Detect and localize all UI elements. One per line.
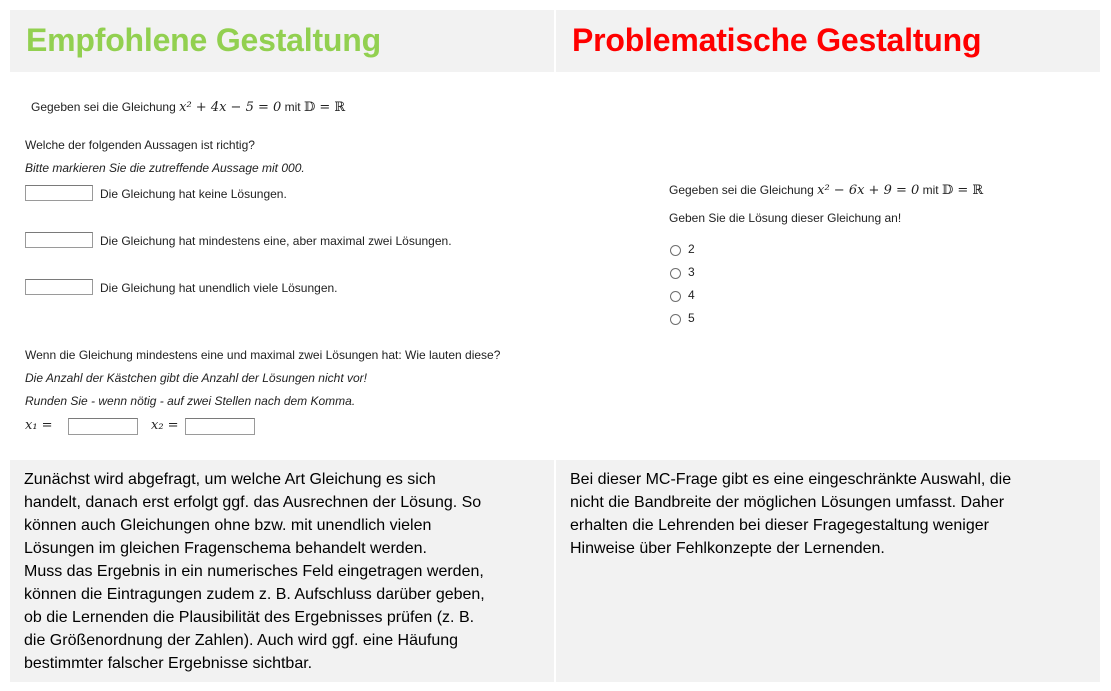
option-input-3[interactable] [25,279,93,295]
left-instruction: Bitte markieren Sie die zutreffende Aussage mit 000. [25,161,305,175]
desc-line: ob die Lernenden die Plausibilität des Ergebnisses prüfen (z. B. [24,609,475,626]
desc-line: nicht die Bandbreite der möglichen Lösungen umfasst. Daher [570,494,1005,511]
recommended-description [10,460,554,682]
option-input-2[interactable] [25,232,93,248]
right-question-line [669,183,983,198]
left-equation: x² + 4x − 5 = 0 [179,100,282,115]
radio-option-3[interactable] [670,291,681,302]
recommended-header: Empfohlene Gestaltung [10,10,554,72]
desc-line: bestimmter falscher Ergebnisse sichtbar. [24,655,313,672]
x2-label: x₂ = [151,418,179,433]
right-prompt: Geben Sie die Lösung dieser Gleichung an! [669,211,902,225]
problematic-example-panel [556,74,1100,458]
option-label-3: Die Gleichung hat unendlich viele Lösungen. [100,281,338,295]
right-equation: x² − 6x + 9 = 0 [817,183,920,198]
option-label-1: Die Gleichung hat keine Lösungen. [100,187,287,201]
comparison-table [10,10,1100,682]
option-label-2: Die Gleichung hat mindestens eine, aber maximal zwei Lösungen. [100,234,452,248]
left-question-prefix: Gegeben sei die Gleichung [31,100,176,114]
radio-option-1[interactable] [670,245,681,256]
radio-option-2[interactable] [670,268,681,279]
radio-label-3: 4 [688,288,695,302]
desc-line: die Größenordnung der Zahlen). Auch wird ggf. eine Häufung [24,632,459,649]
left-prompt: Welche der folgenden Aussagen ist richtig? [25,138,255,152]
desc-line: Hinweise über Fehlkonzepte der Lernenden. [570,540,885,557]
problematic-header: Problematische Gestaltung [556,10,1100,72]
x2-input[interactable] [185,418,255,435]
desc-line: Lösungen im gleichen Fragenschema behandelt werden. [24,540,427,557]
right-question-prefix: Gegeben sei die Gleichung [669,183,814,197]
right-domain: 𝔻 = ℝ [941,183,984,198]
desc-line: Bei dieser MC-Frage gibt es eine eingeschränkte Auswahl, die [570,471,1012,488]
desc-line: handelt, danach erst erfolgt ggf. das Ausrechnen der Lösung. So [24,494,482,511]
radio-label-1: 2 [688,242,695,256]
left-domain-word: mit [284,100,301,114]
left-followup: Wenn die Gleichung mindestens eine und maximal zwei Lösungen hat: Wie lauten diese? [25,348,501,362]
radio-label-4: 5 [688,311,695,325]
right-domain-word: mit [922,183,939,197]
desc-line: können die Eintragungen zudem z. B. Aufschluss darüber geben, [24,586,485,603]
option-input-1[interactable] [25,185,93,201]
desc-line: Zunächst wird abgefragt, um welche Art Gleichung es sich [24,471,436,488]
recommended-example-panel [10,74,554,458]
desc-line: Muss das Ergebnis in ein numerisches Feld eingetragen werden, [24,563,484,580]
problematic-description [556,460,1100,682]
desc-line: erhalten die Lehrenden bei dieser Fragegestaltung weniger [570,517,989,534]
left-hint-2: Runden Sie - wenn nötig - auf zwei Stellen nach dem Komma. [25,394,356,408]
x1-label: x₁ = [25,418,53,433]
x1-input[interactable] [68,418,138,435]
left-question-line [31,100,345,115]
radio-option-4[interactable] [670,314,681,325]
radio-label-2: 3 [688,265,695,279]
left-domain: 𝔻 = ℝ [303,100,346,115]
desc-line: können auch Gleichungen ohne bzw. mit unendlich vielen [24,517,432,534]
left-hint-1: Die Anzahl der Kästchen gibt die Anzahl der Lösungen nicht vor! [25,371,367,385]
